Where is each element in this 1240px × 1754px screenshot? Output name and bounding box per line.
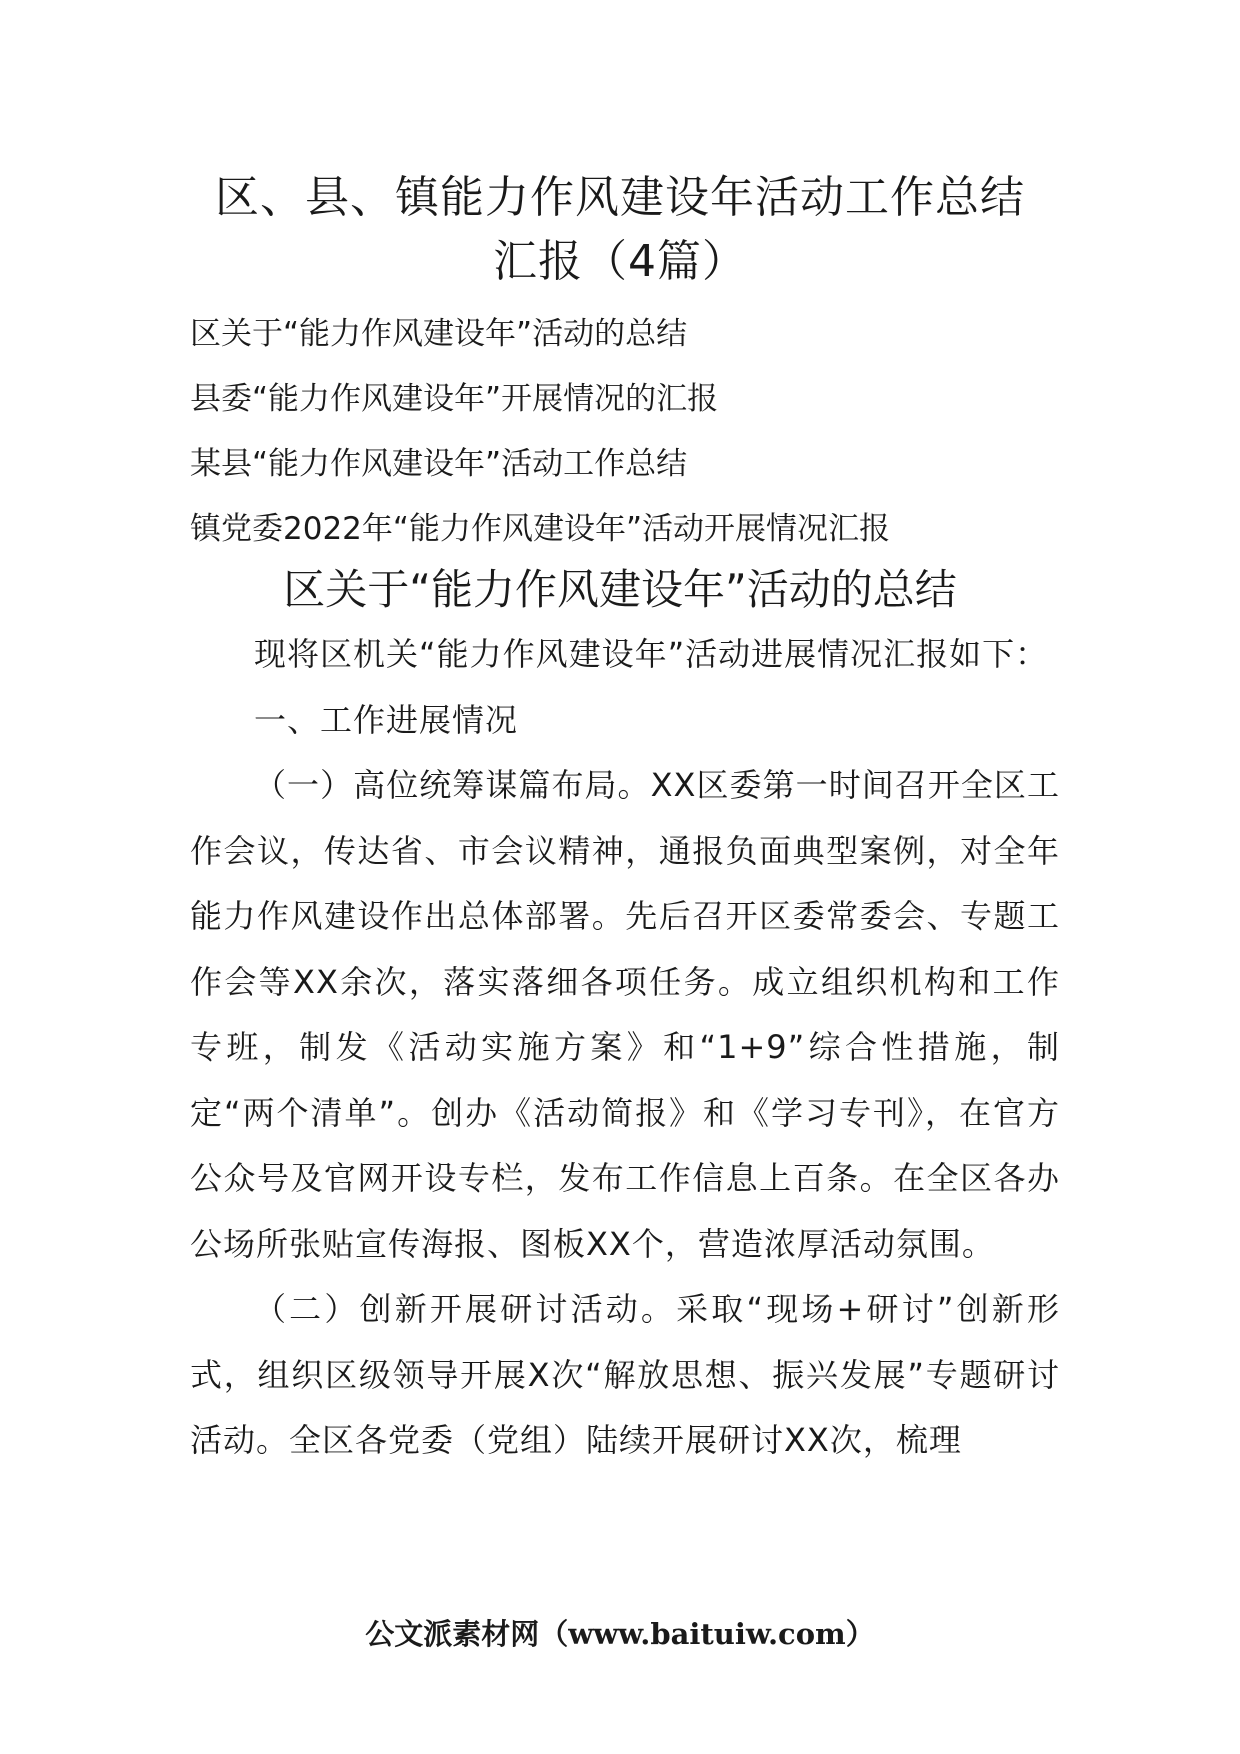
document-title-line-1: 区、县、镇能力作风建设年活动工作总结 xyxy=(215,172,1025,223)
table-of-contents xyxy=(190,302,1090,562)
intro-paragraph: 现将区机关“能力作风建设年”活动进展情况汇报如下： xyxy=(254,635,1049,673)
footer-watermark: 公文派素材网（www.baituiw.com） xyxy=(365,1617,875,1651)
body-paragraph: （一）高位统筹谋篇布局。XX区委第一时间召开全区工作会议，传达省、市会议精神，通报负面典型案例，对全年能力作风建设作出总体部署。先后召开区委常委会、专题工作会等XX余次，落实落细各项任务。成立组织机构和工作专班，制发《活动实施方案》和“1+9”综合性措施，制定“两个清单”。创办《活动简报》和《学习专刊》，在官方公众号及官网开设专栏，发布工作信息上百条。在全区各办公场所张贴宣传海报、图板XX个，营造浓厚活动氛围。 xyxy=(190,766,1060,1263)
toc-item: 县委“能力作风建设年”开展情况的汇报 xyxy=(190,381,719,417)
body-paragraph: （二）创新开展研讨活动。采取“现场+研讨”创新形式，组织区级领导开展X次“解放思想、振兴发展”专题研讨活动。全区各党委（党组）陆续开展研讨XX次，梳理 xyxy=(190,1290,1060,1459)
section-heading: 一、工作进展情况 xyxy=(254,700,519,739)
document-title-line-2: 汇报（4篇） xyxy=(493,236,747,287)
toc-item: 镇党委2022年“能力作风建设年”活动开展情况汇报 xyxy=(190,511,891,547)
section-title: 区关于“能力作风建设年”活动的总结 xyxy=(283,565,957,614)
document-body xyxy=(190,622,1060,1474)
toc-item: 区关于“能力作风建设年”活动的总结 xyxy=(190,316,688,352)
toc-item: 某县“能力作风建设年”活动工作总结 xyxy=(190,446,688,482)
